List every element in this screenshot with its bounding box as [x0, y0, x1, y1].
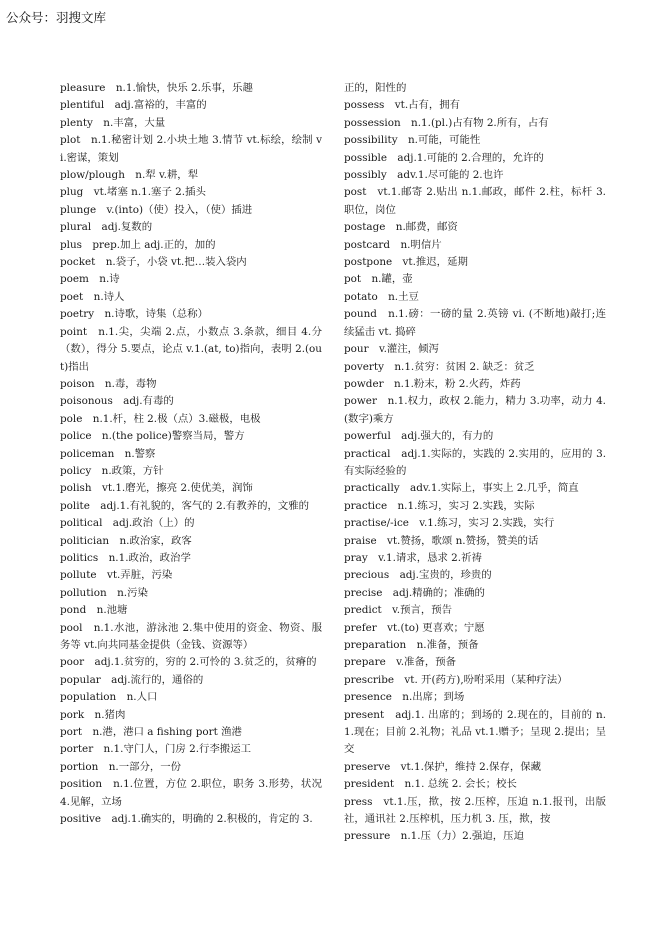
vocab-entry: potato n.土豆 [344, 290, 419, 303]
vocab-entry: pot n.罐，壶 [344, 273, 413, 286]
vocab-entry: poison n.毒，毒物 [60, 377, 157, 390]
page-header: 公众号：羽搜文库 [6, 10, 107, 25]
vocab-entry: pool n.1.水池，游泳池 2.集中使用的资金、物资、服务等 vt.向共同基金提供（金钱、资源等） [60, 621, 322, 651]
vocab-entry: possible adj.1.可能的 2.合理的，允许的 [344, 151, 544, 164]
vocab-entry: plug vt.堵塞 n.1.塞子 2.插头 [60, 186, 206, 199]
vocab-entry: plentiful adj.富裕的，丰富的 [60, 99, 207, 112]
vocab-entry: plural adj.复数的 [60, 221, 153, 234]
vocab-entry: presence n.出席；到场 [344, 691, 465, 704]
vocab-entry: police n.(the police)警察当局，警方 [60, 430, 245, 443]
vocab-entry: positive adj.1.确实的，明确的 2.积极的，肯定的 3. [60, 813, 313, 826]
vocab-entry: press vt.1.压，揿，按 2.压榨，压迫 n.1.报刊，出版社，通讯社 2.压榨机，压力机 3. 压，揿，按 [344, 795, 606, 826]
vocab-entry: preparation n.准备，预备 [344, 639, 479, 651]
vocab-entry: polite adj.1.有礼貌的，客气的 2.有教养的，文雅的 [60, 499, 310, 512]
vocab-entry: power n.1.权力，政权 2.能力，精力 3.功率，动力 4.(数字)乘方 [344, 395, 606, 425]
vocab-entry: predict v.预言，预告 [344, 604, 453, 617]
vocab-entry: policeman n.警察 [60, 447, 156, 460]
vocab-entry: polish vt.1.磨光，擦亮 2.使优美，润饰 [60, 482, 253, 495]
vocab-entry: poisonous adj.有毒的 [60, 395, 174, 408]
vocab-entry: plus prep.加上 adj.正的，加的 [60, 238, 216, 251]
vocab-entry: pole n.1.杆，柱 2.极（点）3.磁极，电极 [60, 412, 261, 425]
vocab-entry: pressure n.1.压（力）2.强迫，压迫 [344, 830, 524, 843]
vocab-entry: post vt.1.邮寄 2.贴出 n.1.邮政，邮件 2.柱，标杆 3.职位，岗位 [344, 186, 606, 216]
vocab-entry: powerful adj.强大的，有力的 [344, 430, 494, 443]
vocab-entry: port n.港，港口 a fishing port 渔港 [60, 726, 242, 739]
vocab-entry: pond n.池塘 [60, 604, 128, 617]
vocab-entry: practically adv.1.实际上，事实上 2.几乎，简直 [344, 482, 579, 495]
vocab-entry: possession n.1.(pl.)占有物 2.所有，占有 [344, 116, 549, 129]
vocab-entry: praise vt.赞扬，歌颂 n.赞扬，赞美的话 [344, 534, 539, 547]
vocab-entry: political adj.政治（上）的 [60, 517, 195, 530]
vocab-entry: poor adj.1.贫穷的，穷的 2.可怜的 3.贫乏的，贫瘠的 [60, 656, 317, 669]
vocab-entry: poem n.诗 [60, 273, 120, 286]
vocab-entry: precise adj.精确的；准确的 [344, 586, 485, 599]
vocab-entry: possibly adv.1.尽可能的 2.也许 [344, 169, 504, 182]
vocab-entry: position n.1.位置，方位 2.职位，职务 3.形势，状况 4.见解，立场 [60, 778, 322, 808]
vocab-entry: pollute vt.弄脏，污染 [60, 569, 173, 582]
vocab-entry: plunge v.(into)（使）投入，（使）插进 [60, 203, 253, 216]
left-column [60, 80, 322, 828]
vocab-entry: poet n.诗人 [60, 290, 125, 303]
vocab-entry: pocket n.袋子，小袋 vt.把…装入袋内 [60, 256, 247, 269]
right-column [344, 80, 606, 846]
vocab-entry: pleasure n.1.愉快，快乐 2.乐事，乐趣 [60, 82, 253, 94]
vocab-entry: postpone vt.推迟，延期 [344, 256, 468, 269]
vocab-entry: present adj.1. 出席的；到场的 2.现在的，目前的 n.1.现在；目前 2.礼物；礼品 vt.1.赠予；呈现 2.提出；呈交 [344, 708, 606, 756]
vocab-entry: politics n.1.政治，政治学 [60, 551, 191, 564]
vocab-entry: politician n.政治家，政客 [60, 534, 192, 547]
vocab-entry: practical adj.1.实际的，实践的 2.实用的，应用的 3.有实际经验的 [344, 447, 606, 477]
vocab-entry: plot n.1.秘密计划 2.小块土地 3.情节 vt.标绘，绘制 vi.密谋，策划 [60, 134, 322, 164]
vocab-entry: president n.1. 总统 2. 会长；校长 [344, 778, 517, 791]
vocab-entry: plow/plough n.犁 v.耕，犁 [60, 169, 199, 182]
vocab-entry: poverty n.1.贫穷：贫困 2. 缺乏：贫乏 [344, 360, 535, 373]
vocab-entry: pound n.1.磅：一磅的量 2.英镑 vi. (不断地)敲打;连续猛击 vt. 捣碎 [344, 308, 606, 338]
vocab-entry: possess vt.占有，拥有 [344, 99, 461, 112]
vocab-entry: porter n.1.守门人，门房 2.行李搬运工 [60, 743, 251, 756]
vocab-entry: prepare v.准备，预备 [344, 656, 457, 669]
vocab-entry: poetry n.诗歌，诗集（总称） [60, 308, 208, 321]
vocab-entry: pollution n.污染 [60, 586, 148, 599]
vocab-entry: practice n.1.练习，实习 2.实践，实际 [344, 499, 535, 512]
vocab-entry: postcard n.明信片 [344, 238, 442, 251]
vocab-entry: point n.1.尖，尖端 2.点，小数点 3.条款，细目 4.分（数），得分 5.要点，论点 v.1.(at, to)指向，表明 2.(out)指出 [60, 325, 322, 373]
vocab-entry: precious adj.宝贵的，珍贵的 [344, 569, 492, 582]
vocab-entry: pork n.猪肉 [60, 708, 126, 721]
vocab-entry: postage n.邮费，邮资 [344, 221, 458, 234]
vocab-entry: pour v.灌注，倾泻 [344, 343, 439, 356]
vocab-entry: powder n.1.粉末，粉 2.火药，炸药 [344, 377, 521, 390]
vocab-entry: prefer vt.(to) 更喜欢；宁愿 [344, 621, 485, 634]
vocab-entry: prescribe vt. 开(药方),吩咐采用（某种疗法） [344, 673, 568, 686]
vocab-entry: portion n.一部分，一份 [60, 760, 182, 773]
vocab-entry: possibility n.可能，可能性 [344, 134, 481, 147]
vocab-entry: policy n.政策，方针 [60, 464, 164, 477]
vocab-entry: plenty n.丰富，大量 [60, 116, 166, 129]
vocab-entry: popular adj.流行的，通俗的 [60, 673, 204, 686]
vocab-entry: pray v.1.请求，恳求 2.祈祷 [344, 551, 482, 564]
vocab-entry: 正的，阳性的 [344, 82, 407, 94]
vocab-entry: practise/-ice v.1.练习，实习 2.实践，实行 [344, 517, 555, 530]
vocab-entry: preserve vt.1.保护，维持 2.保存，保藏 [344, 760, 542, 773]
vocab-entry: population n.人口 [60, 691, 158, 704]
